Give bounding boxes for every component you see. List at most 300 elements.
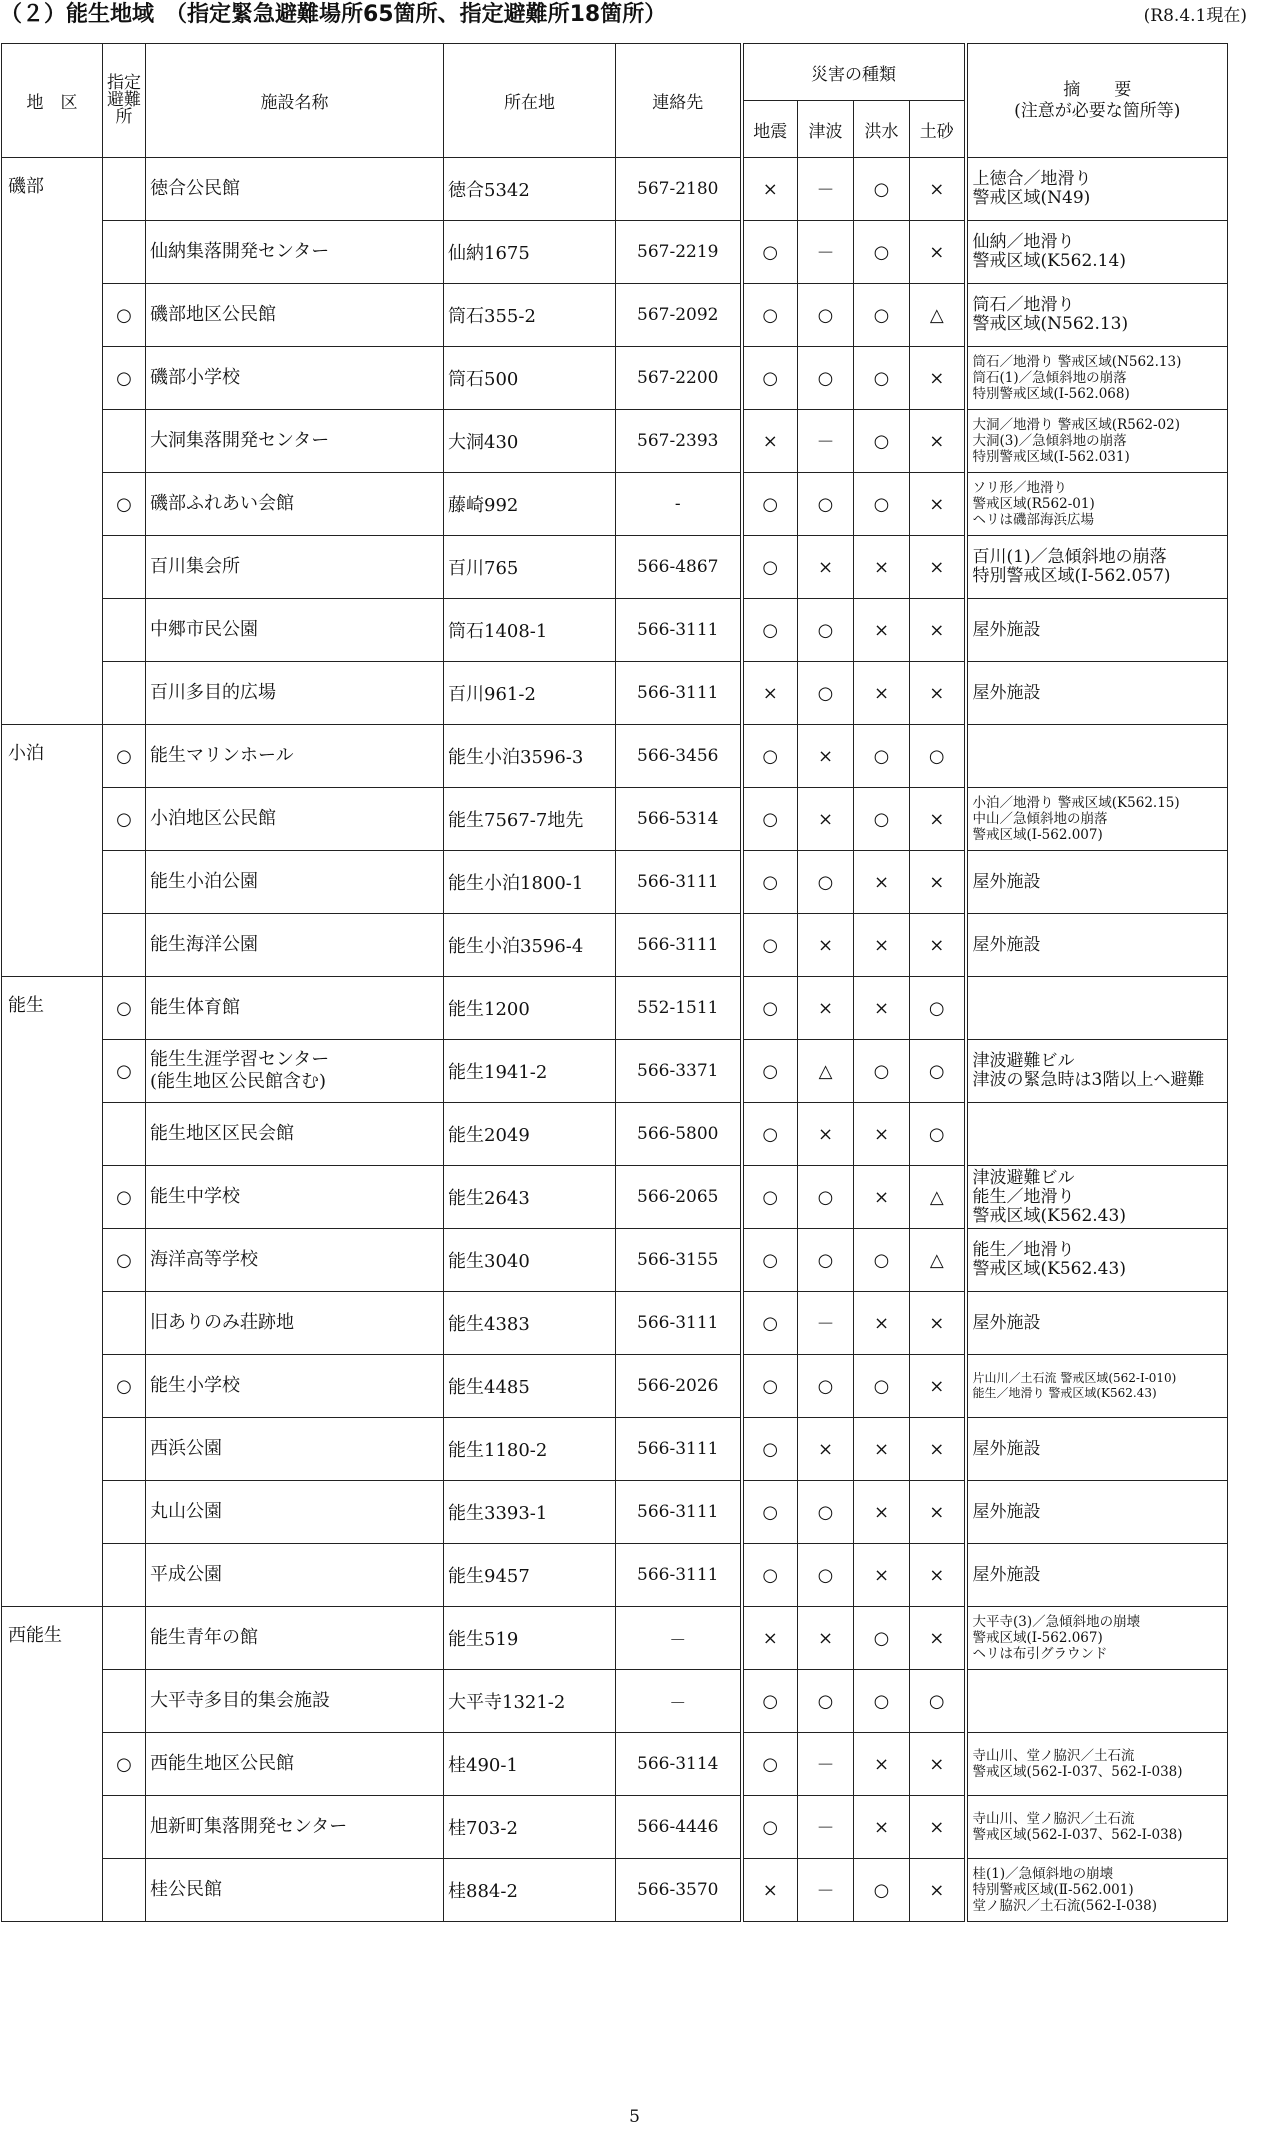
tsunami-mark: ○ bbox=[798, 347, 854, 410]
facility-name: 大洞集落開発センター bbox=[146, 410, 444, 473]
facility-name: 旭新町集落開発センター bbox=[146, 1796, 444, 1859]
facility-name: 能生小学校 bbox=[146, 1355, 444, 1418]
designated-shelter-mark bbox=[103, 221, 146, 284]
landslide-mark: × bbox=[910, 1544, 966, 1607]
remarks-cell: 百川(1)／急傾斜地の崩落 特別警戒区域(I-562.057) bbox=[966, 536, 1228, 599]
designated-shelter-mark: ○ bbox=[103, 473, 146, 536]
flood-mark: ○ bbox=[854, 284, 910, 347]
landslide-mark: × bbox=[910, 410, 966, 473]
tsunami-mark: ○ bbox=[798, 1670, 854, 1733]
earthquake-mark: × bbox=[742, 1859, 798, 1922]
facility-name: 百川集会所 bbox=[146, 536, 444, 599]
designated-shelter-mark bbox=[103, 1292, 146, 1355]
location-cell: 桂884-2 bbox=[444, 1859, 616, 1922]
header-flood: 洪水 bbox=[854, 101, 910, 158]
flood-mark: ○ bbox=[854, 1355, 910, 1418]
designated-shelter-mark: ○ bbox=[103, 1040, 146, 1103]
facility-name: 徳合公民館 bbox=[146, 158, 444, 221]
remarks-cell: 屋外施設 bbox=[966, 599, 1228, 662]
table-row bbox=[2, 1103, 1228, 1166]
contact-cell: 567-2180 bbox=[616, 158, 742, 221]
contact-cell: 566-4446 bbox=[616, 1796, 742, 1859]
earthquake-mark: ○ bbox=[742, 914, 798, 977]
contact-cell: 567-2200 bbox=[616, 347, 742, 410]
tsunami-mark: × bbox=[798, 914, 854, 977]
designated-shelter-mark: ○ bbox=[103, 1166, 146, 1229]
remarks-cell: 上徳合／地滑り 警戒区域(N49) bbox=[966, 158, 1228, 221]
area-cell: 磯部 bbox=[2, 158, 103, 725]
remarks-cell: 能生／地滑り 警戒区域(K562.43) bbox=[966, 1229, 1228, 1292]
table-row bbox=[2, 977, 1228, 1040]
landslide-mark: × bbox=[910, 1481, 966, 1544]
header-contact: 連絡先 bbox=[616, 44, 742, 158]
facility-name: 仙納集落開発センター bbox=[146, 221, 444, 284]
tsunami-mark: × bbox=[798, 977, 854, 1040]
flood-mark: ○ bbox=[854, 788, 910, 851]
table-row bbox=[2, 1418, 1228, 1481]
remarks-cell: 屋外施設 bbox=[966, 662, 1228, 725]
landslide-mark: ○ bbox=[910, 977, 966, 1040]
designated-shelter-mark: ○ bbox=[103, 1733, 146, 1796]
table-row bbox=[2, 1796, 1228, 1859]
flood-mark: × bbox=[854, 1796, 910, 1859]
tsunami-mark: － bbox=[798, 1796, 854, 1859]
earthquake-mark: ○ bbox=[742, 1544, 798, 1607]
tsunami-mark: × bbox=[798, 1418, 854, 1481]
landslide-mark: × bbox=[910, 473, 966, 536]
designated-shelter-mark bbox=[103, 914, 146, 977]
tsunami-mark: － bbox=[798, 1859, 854, 1922]
facility-name: 能生青年の館 bbox=[146, 1607, 444, 1670]
designated-shelter-mark bbox=[103, 1670, 146, 1733]
earthquake-mark: ○ bbox=[742, 725, 798, 788]
location-cell: 藤崎992 bbox=[444, 473, 616, 536]
location-cell: 能生4383 bbox=[444, 1292, 616, 1355]
earthquake-mark: × bbox=[742, 662, 798, 725]
flood-mark: × bbox=[854, 599, 910, 662]
tsunami-mark: － bbox=[798, 1292, 854, 1355]
table-row bbox=[2, 788, 1228, 851]
remarks-cell: 片山川／土石流 警戒区域(562-I-010) 能生／地滑り 警戒区域(K562.43) bbox=[966, 1355, 1228, 1418]
flood-mark: × bbox=[854, 851, 910, 914]
table-row bbox=[2, 536, 1228, 599]
remarks-cell bbox=[966, 725, 1228, 788]
earthquake-mark: ○ bbox=[742, 788, 798, 851]
location-cell: 徳合5342 bbox=[444, 158, 616, 221]
facility-name: 能生小泊公園 bbox=[146, 851, 444, 914]
tsunami-mark: － bbox=[798, 1733, 854, 1796]
contact-cell: 567-2092 bbox=[616, 284, 742, 347]
landslide-mark: × bbox=[910, 851, 966, 914]
designated-shelter-mark bbox=[103, 1103, 146, 1166]
header-earthquake: 地震 bbox=[742, 101, 798, 158]
remarks-cell: 寺山川、堂ノ脇沢／土石流 警戒区域(562-I-037、562-I-038) bbox=[966, 1796, 1228, 1859]
designated-shelter-mark bbox=[103, 1481, 146, 1544]
landslide-mark: × bbox=[910, 1859, 966, 1922]
flood-mark: ○ bbox=[854, 1670, 910, 1733]
remarks-cell: 寺山川、堂ノ脇沢／土石流 警戒区域(562-I-037、562-I-038) bbox=[966, 1733, 1228, 1796]
facility-name: 百川多目的広場 bbox=[146, 662, 444, 725]
flood-mark: ○ bbox=[854, 1859, 910, 1922]
flood-mark: ○ bbox=[854, 347, 910, 410]
earthquake-mark: ○ bbox=[742, 1796, 798, 1859]
facility-name: 能生生涯学習センター (能生地区公民館含む) bbox=[146, 1040, 444, 1103]
landslide-mark: × bbox=[910, 1292, 966, 1355]
table-row bbox=[2, 1544, 1228, 1607]
contact-cell: 566-3111 bbox=[616, 851, 742, 914]
designated-shelter-mark bbox=[103, 158, 146, 221]
header-location: 所在地 bbox=[444, 44, 616, 158]
facility-name: 旧ありのみ荘跡地 bbox=[146, 1292, 444, 1355]
landslide-mark: ○ bbox=[910, 1040, 966, 1103]
table-row bbox=[2, 914, 1228, 977]
landslide-mark: ○ bbox=[910, 1103, 966, 1166]
tsunami-mark: ○ bbox=[798, 1355, 854, 1418]
location-cell: 能生9457 bbox=[444, 1544, 616, 1607]
contact-cell: 566-3114 bbox=[616, 1733, 742, 1796]
area-cell: 小泊 bbox=[2, 725, 103, 977]
remarks-cell: 屋外施設 bbox=[966, 1481, 1228, 1544]
contact-cell: 566-5314 bbox=[616, 788, 742, 851]
as-of-date: (R8.4.1現在) bbox=[1143, 6, 1247, 26]
tsunami-mark: ○ bbox=[798, 599, 854, 662]
table-row bbox=[2, 662, 1228, 725]
header-remarks: 摘 要 (注意が必要な箇所等) bbox=[966, 44, 1228, 158]
contact-cell: 566-3155 bbox=[616, 1229, 742, 1292]
earthquake-mark: ○ bbox=[742, 1229, 798, 1292]
table-row bbox=[2, 1733, 1228, 1796]
location-cell: 能生2049 bbox=[444, 1103, 616, 1166]
table-row bbox=[2, 725, 1228, 788]
earthquake-mark: ○ bbox=[742, 599, 798, 662]
earthquake-mark: ○ bbox=[742, 1481, 798, 1544]
earthquake-mark: ○ bbox=[742, 977, 798, 1040]
facility-name: 平成公園 bbox=[146, 1544, 444, 1607]
location-cell: 能生7567-7地先 bbox=[444, 788, 616, 851]
location-cell: 能生1200 bbox=[444, 977, 616, 1040]
contact-cell: 566-3111 bbox=[616, 662, 742, 725]
table-row bbox=[2, 1040, 1228, 1103]
facility-name: 能生海洋公園 bbox=[146, 914, 444, 977]
page-number: 5 bbox=[629, 2107, 640, 2127]
flood-mark: × bbox=[854, 662, 910, 725]
remarks-cell bbox=[966, 977, 1228, 1040]
remarks-cell: 屋外施設 bbox=[966, 1544, 1228, 1607]
earthquake-mark: ○ bbox=[742, 347, 798, 410]
tsunami-mark: ○ bbox=[798, 662, 854, 725]
table-row bbox=[2, 347, 1228, 410]
location-cell: 百川961-2 bbox=[444, 662, 616, 725]
landslide-mark: △ bbox=[910, 1166, 966, 1229]
location-cell: 筒石1408-1 bbox=[444, 599, 616, 662]
designated-shelter-mark: ○ bbox=[103, 284, 146, 347]
designated-shelter-mark: ○ bbox=[103, 977, 146, 1040]
table-row bbox=[2, 1229, 1228, 1292]
remarks-cell: 小泊／地滑り 警戒区域(K562.15) 中山／急傾斜地の崩落 警戒区域(I-562.007) bbox=[966, 788, 1228, 851]
facility-name: 小泊地区公民館 bbox=[146, 788, 444, 851]
earthquake-mark: ○ bbox=[742, 1103, 798, 1166]
designated-shelter-mark bbox=[103, 662, 146, 725]
designated-shelter-mark: ○ bbox=[103, 725, 146, 788]
landslide-mark: × bbox=[910, 536, 966, 599]
contact-cell: 566-3371 bbox=[616, 1040, 742, 1103]
remarks-cell: 大平寺(3)／急傾斜地の崩壊 警戒区域(I-562.067) ヘリは布引グラウンド bbox=[966, 1607, 1228, 1670]
table-row bbox=[2, 1292, 1228, 1355]
landslide-mark: × bbox=[910, 158, 966, 221]
tsunami-mark: ○ bbox=[798, 284, 854, 347]
flood-mark: × bbox=[854, 977, 910, 1040]
designated-shelter-mark bbox=[103, 851, 146, 914]
table-row bbox=[2, 1166, 1228, 1229]
tsunami-mark: ○ bbox=[798, 473, 854, 536]
flood-mark: ○ bbox=[854, 725, 910, 788]
designated-shelter-mark bbox=[103, 1859, 146, 1922]
remarks-cell: 大洞／地滑り 警戒区域(R562-02) 大洞(3)／急傾斜地の崩落 特別警戒区域(I-562.031) bbox=[966, 410, 1228, 473]
contact-cell: 566-2026 bbox=[616, 1355, 742, 1418]
location-cell: 能生2643 bbox=[444, 1166, 616, 1229]
remarks-cell: 屋外施設 bbox=[966, 914, 1228, 977]
remarks-cell: 屋外施設 bbox=[966, 851, 1228, 914]
flood-mark: × bbox=[854, 1103, 910, 1166]
landslide-mark: ○ bbox=[910, 725, 966, 788]
remarks-cell: 筒石／地滑り 警戒区域(N562.13) bbox=[966, 284, 1228, 347]
remarks-cell bbox=[966, 1103, 1228, 1166]
table-row bbox=[2, 221, 1228, 284]
facility-name: 丸山公園 bbox=[146, 1481, 444, 1544]
tsunami-mark: ○ bbox=[798, 851, 854, 914]
remarks-cell bbox=[966, 1670, 1228, 1733]
contact-cell: － bbox=[616, 1670, 742, 1733]
flood-mark: × bbox=[854, 1418, 910, 1481]
designated-shelter-mark bbox=[103, 410, 146, 473]
header-tsunami: 津波 bbox=[798, 101, 854, 158]
facility-name: 桂公民館 bbox=[146, 1859, 444, 1922]
area-cell: 能生 bbox=[2, 977, 103, 1607]
landslide-mark: ○ bbox=[910, 1670, 966, 1733]
landslide-mark: × bbox=[910, 347, 966, 410]
facility-name: 大平寺多目的集会施設 bbox=[146, 1670, 444, 1733]
location-cell: 桂703-2 bbox=[444, 1796, 616, 1859]
location-cell: 能生小泊1800-1 bbox=[444, 851, 616, 914]
location-cell: 大平寺1321-2 bbox=[444, 1670, 616, 1733]
table-row bbox=[2, 599, 1228, 662]
landslide-mark: × bbox=[910, 1418, 966, 1481]
designated-shelter-mark bbox=[103, 1544, 146, 1607]
contact-cell: 566-3111 bbox=[616, 1292, 742, 1355]
table-row bbox=[2, 1481, 1228, 1544]
location-cell: 能生519 bbox=[444, 1607, 616, 1670]
remarks-cell: 仙納／地滑り 警戒区域(K562.14) bbox=[966, 221, 1228, 284]
location-cell: 能生3393-1 bbox=[444, 1481, 616, 1544]
landslide-mark: × bbox=[910, 1733, 966, 1796]
earthquake-mark: ○ bbox=[742, 1418, 798, 1481]
earthquake-mark: × bbox=[742, 1607, 798, 1670]
evacuation-sites-table bbox=[1, 43, 1228, 1922]
tsunami-mark: － bbox=[798, 221, 854, 284]
table-header-row bbox=[2, 44, 1228, 101]
table-row bbox=[2, 284, 1228, 347]
landslide-mark: △ bbox=[910, 284, 966, 347]
tsunami-mark: ○ bbox=[798, 1544, 854, 1607]
table-row bbox=[2, 851, 1228, 914]
contact-cell: 566-2065 bbox=[616, 1166, 742, 1229]
facility-name: 西浜公園 bbox=[146, 1418, 444, 1481]
designated-shelter-mark: ○ bbox=[103, 347, 146, 410]
landslide-mark: × bbox=[910, 914, 966, 977]
table-row bbox=[2, 1607, 1228, 1670]
designated-shelter-mark: ○ bbox=[103, 788, 146, 851]
tsunami-mark: － bbox=[798, 410, 854, 473]
flood-mark: ○ bbox=[854, 158, 910, 221]
table-row bbox=[2, 158, 1228, 221]
facility-name: 西能生地区公民館 bbox=[146, 1733, 444, 1796]
facility-name: 中郷市民公園 bbox=[146, 599, 444, 662]
contact-cell: 567-2393 bbox=[616, 410, 742, 473]
contact-cell: 566-3111 bbox=[616, 1544, 742, 1607]
flood-mark: ○ bbox=[854, 473, 910, 536]
location-cell: 能生1941-2 bbox=[444, 1040, 616, 1103]
tsunami-mark: × bbox=[798, 1607, 854, 1670]
landslide-mark: × bbox=[910, 221, 966, 284]
landslide-mark: × bbox=[910, 599, 966, 662]
header-facility-name: 施設名称 bbox=[146, 44, 444, 158]
earthquake-mark: ○ bbox=[742, 1733, 798, 1796]
facility-name: 能生地区区民会館 bbox=[146, 1103, 444, 1166]
earthquake-mark: ○ bbox=[742, 284, 798, 347]
designated-shelter-mark: ○ bbox=[103, 1355, 146, 1418]
designated-shelter-mark bbox=[103, 1796, 146, 1859]
landslide-mark: × bbox=[910, 1355, 966, 1418]
landslide-mark: × bbox=[910, 1796, 966, 1859]
facility-name: 能生中学校 bbox=[146, 1166, 444, 1229]
flood-mark: ○ bbox=[854, 1229, 910, 1292]
flood-mark: × bbox=[854, 1544, 910, 1607]
location-cell: 筒石500 bbox=[444, 347, 616, 410]
facility-name: 海洋高等学校 bbox=[146, 1229, 444, 1292]
contact-cell: 552-1511 bbox=[616, 977, 742, 1040]
table-row bbox=[2, 473, 1228, 536]
location-cell: 能生小泊3596-4 bbox=[444, 914, 616, 977]
designated-shelter-mark bbox=[103, 1607, 146, 1670]
earthquake-mark: ○ bbox=[742, 1040, 798, 1103]
tsunami-mark: × bbox=[798, 788, 854, 851]
remarks-cell: 屋外施設 bbox=[966, 1292, 1228, 1355]
contact-cell: 566-3111 bbox=[616, 1418, 742, 1481]
contact-cell: 566-3111 bbox=[616, 599, 742, 662]
location-cell: 能生4485 bbox=[444, 1355, 616, 1418]
facility-name: 磯部小学校 bbox=[146, 347, 444, 410]
tsunami-mark: ○ bbox=[798, 1229, 854, 1292]
landslide-mark: × bbox=[910, 662, 966, 725]
header-landslide: 土砂 bbox=[910, 101, 966, 158]
table-row bbox=[2, 1859, 1228, 1922]
landslide-mark: △ bbox=[910, 1229, 966, 1292]
contact-cell: 566-3456 bbox=[616, 725, 742, 788]
table-row bbox=[2, 1670, 1228, 1733]
location-cell: 能生1180-2 bbox=[444, 1418, 616, 1481]
landslide-mark: × bbox=[910, 1607, 966, 1670]
earthquake-mark: × bbox=[742, 410, 798, 473]
flood-mark: × bbox=[854, 1166, 910, 1229]
flood-mark: ○ bbox=[854, 221, 910, 284]
location-cell: 筒石355-2 bbox=[444, 284, 616, 347]
tsunami-mark: × bbox=[798, 725, 854, 788]
tsunami-mark: × bbox=[798, 1103, 854, 1166]
flood-mark: × bbox=[854, 1292, 910, 1355]
earthquake-mark: ○ bbox=[742, 1670, 798, 1733]
flood-mark: ○ bbox=[854, 410, 910, 473]
area-cell: 西能生 bbox=[2, 1607, 103, 1922]
flood-mark: ○ bbox=[854, 1040, 910, 1103]
tsunami-mark: ○ bbox=[798, 1166, 854, 1229]
earthquake-mark: ○ bbox=[742, 1355, 798, 1418]
earthquake-mark: ○ bbox=[742, 1292, 798, 1355]
remarks-cell: ソリ形／地滑り 警戒区域(R562-01) ヘリは磯部海浜広場 bbox=[966, 473, 1228, 536]
page-title: （２）能生地域 （指定緊急避難場所65箇所、指定避難所18箇所） bbox=[0, 2, 667, 27]
remarks-cell: 筒石／地滑り 警戒区域(N562.13) 筒石(1)／急傾斜地の崩落 特別警戒区域(I-562.068) bbox=[966, 347, 1228, 410]
location-cell: 桂490-1 bbox=[444, 1733, 616, 1796]
tsunami-mark: － bbox=[798, 158, 854, 221]
earthquake-mark: ○ bbox=[742, 1166, 798, 1229]
contact-cell: 567-2219 bbox=[616, 221, 742, 284]
tsunami-mark: △ bbox=[798, 1040, 854, 1103]
facility-name: 磯部地区公民館 bbox=[146, 284, 444, 347]
flood-mark: × bbox=[854, 1481, 910, 1544]
designated-shelter-mark bbox=[103, 1418, 146, 1481]
remarks-cell: 屋外施設 bbox=[966, 1418, 1228, 1481]
table-row bbox=[2, 410, 1228, 473]
designated-shelter-mark: ○ bbox=[103, 1229, 146, 1292]
designated-shelter-mark bbox=[103, 536, 146, 599]
location-cell: 大洞430 bbox=[444, 410, 616, 473]
contact-cell: 566-3111 bbox=[616, 914, 742, 977]
earthquake-mark: ○ bbox=[742, 473, 798, 536]
location-cell: 能生小泊3596-3 bbox=[444, 725, 616, 788]
header-disaster-types: 災害の種類 bbox=[742, 44, 966, 101]
earthquake-mark: ○ bbox=[742, 536, 798, 599]
flood-mark: ○ bbox=[854, 1607, 910, 1670]
contact-cell: 566-3111 bbox=[616, 1481, 742, 1544]
facility-name: 能生マリンホール bbox=[146, 725, 444, 788]
remarks-cell: 津波避難ビル 能生／地滑り 警戒区域(K562.43) bbox=[966, 1166, 1228, 1229]
contact-cell: 566-5800 bbox=[616, 1103, 742, 1166]
location-cell: 百川765 bbox=[444, 536, 616, 599]
contact-cell: 566-4867 bbox=[616, 536, 742, 599]
landslide-mark: × bbox=[910, 788, 966, 851]
tsunami-mark: ○ bbox=[798, 1481, 854, 1544]
table-row bbox=[2, 1355, 1228, 1418]
tsunami-mark: × bbox=[798, 536, 854, 599]
header-designated-shelter: 指定 避難所 bbox=[103, 44, 146, 158]
facility-name: 能生体育館 bbox=[146, 977, 444, 1040]
earthquake-mark: ○ bbox=[742, 221, 798, 284]
remarks-cell: 桂(1)／急傾斜地の崩壊 特別警戒区域(Ⅱ-562.001) 堂ノ脇沢／土石流(562-I-038) bbox=[966, 1859, 1228, 1922]
contact-cell: － bbox=[616, 1607, 742, 1670]
facility-name: 磯部ふれあい会館 bbox=[146, 473, 444, 536]
header-area: 地 区 bbox=[2, 44, 103, 158]
earthquake-mark: × bbox=[742, 158, 798, 221]
flood-mark: × bbox=[854, 914, 910, 977]
location-cell: 仙納1675 bbox=[444, 221, 616, 284]
contact-cell: - bbox=[616, 473, 742, 536]
contact-cell: 566-3570 bbox=[616, 1859, 742, 1922]
flood-mark: × bbox=[854, 536, 910, 599]
flood-mark: × bbox=[854, 1733, 910, 1796]
location-cell: 能生3040 bbox=[444, 1229, 616, 1292]
earthquake-mark: ○ bbox=[742, 851, 798, 914]
designated-shelter-mark bbox=[103, 599, 146, 662]
remarks-cell: 津波避難ビル 津波の緊急時は3階以上へ避難 bbox=[966, 1040, 1228, 1103]
